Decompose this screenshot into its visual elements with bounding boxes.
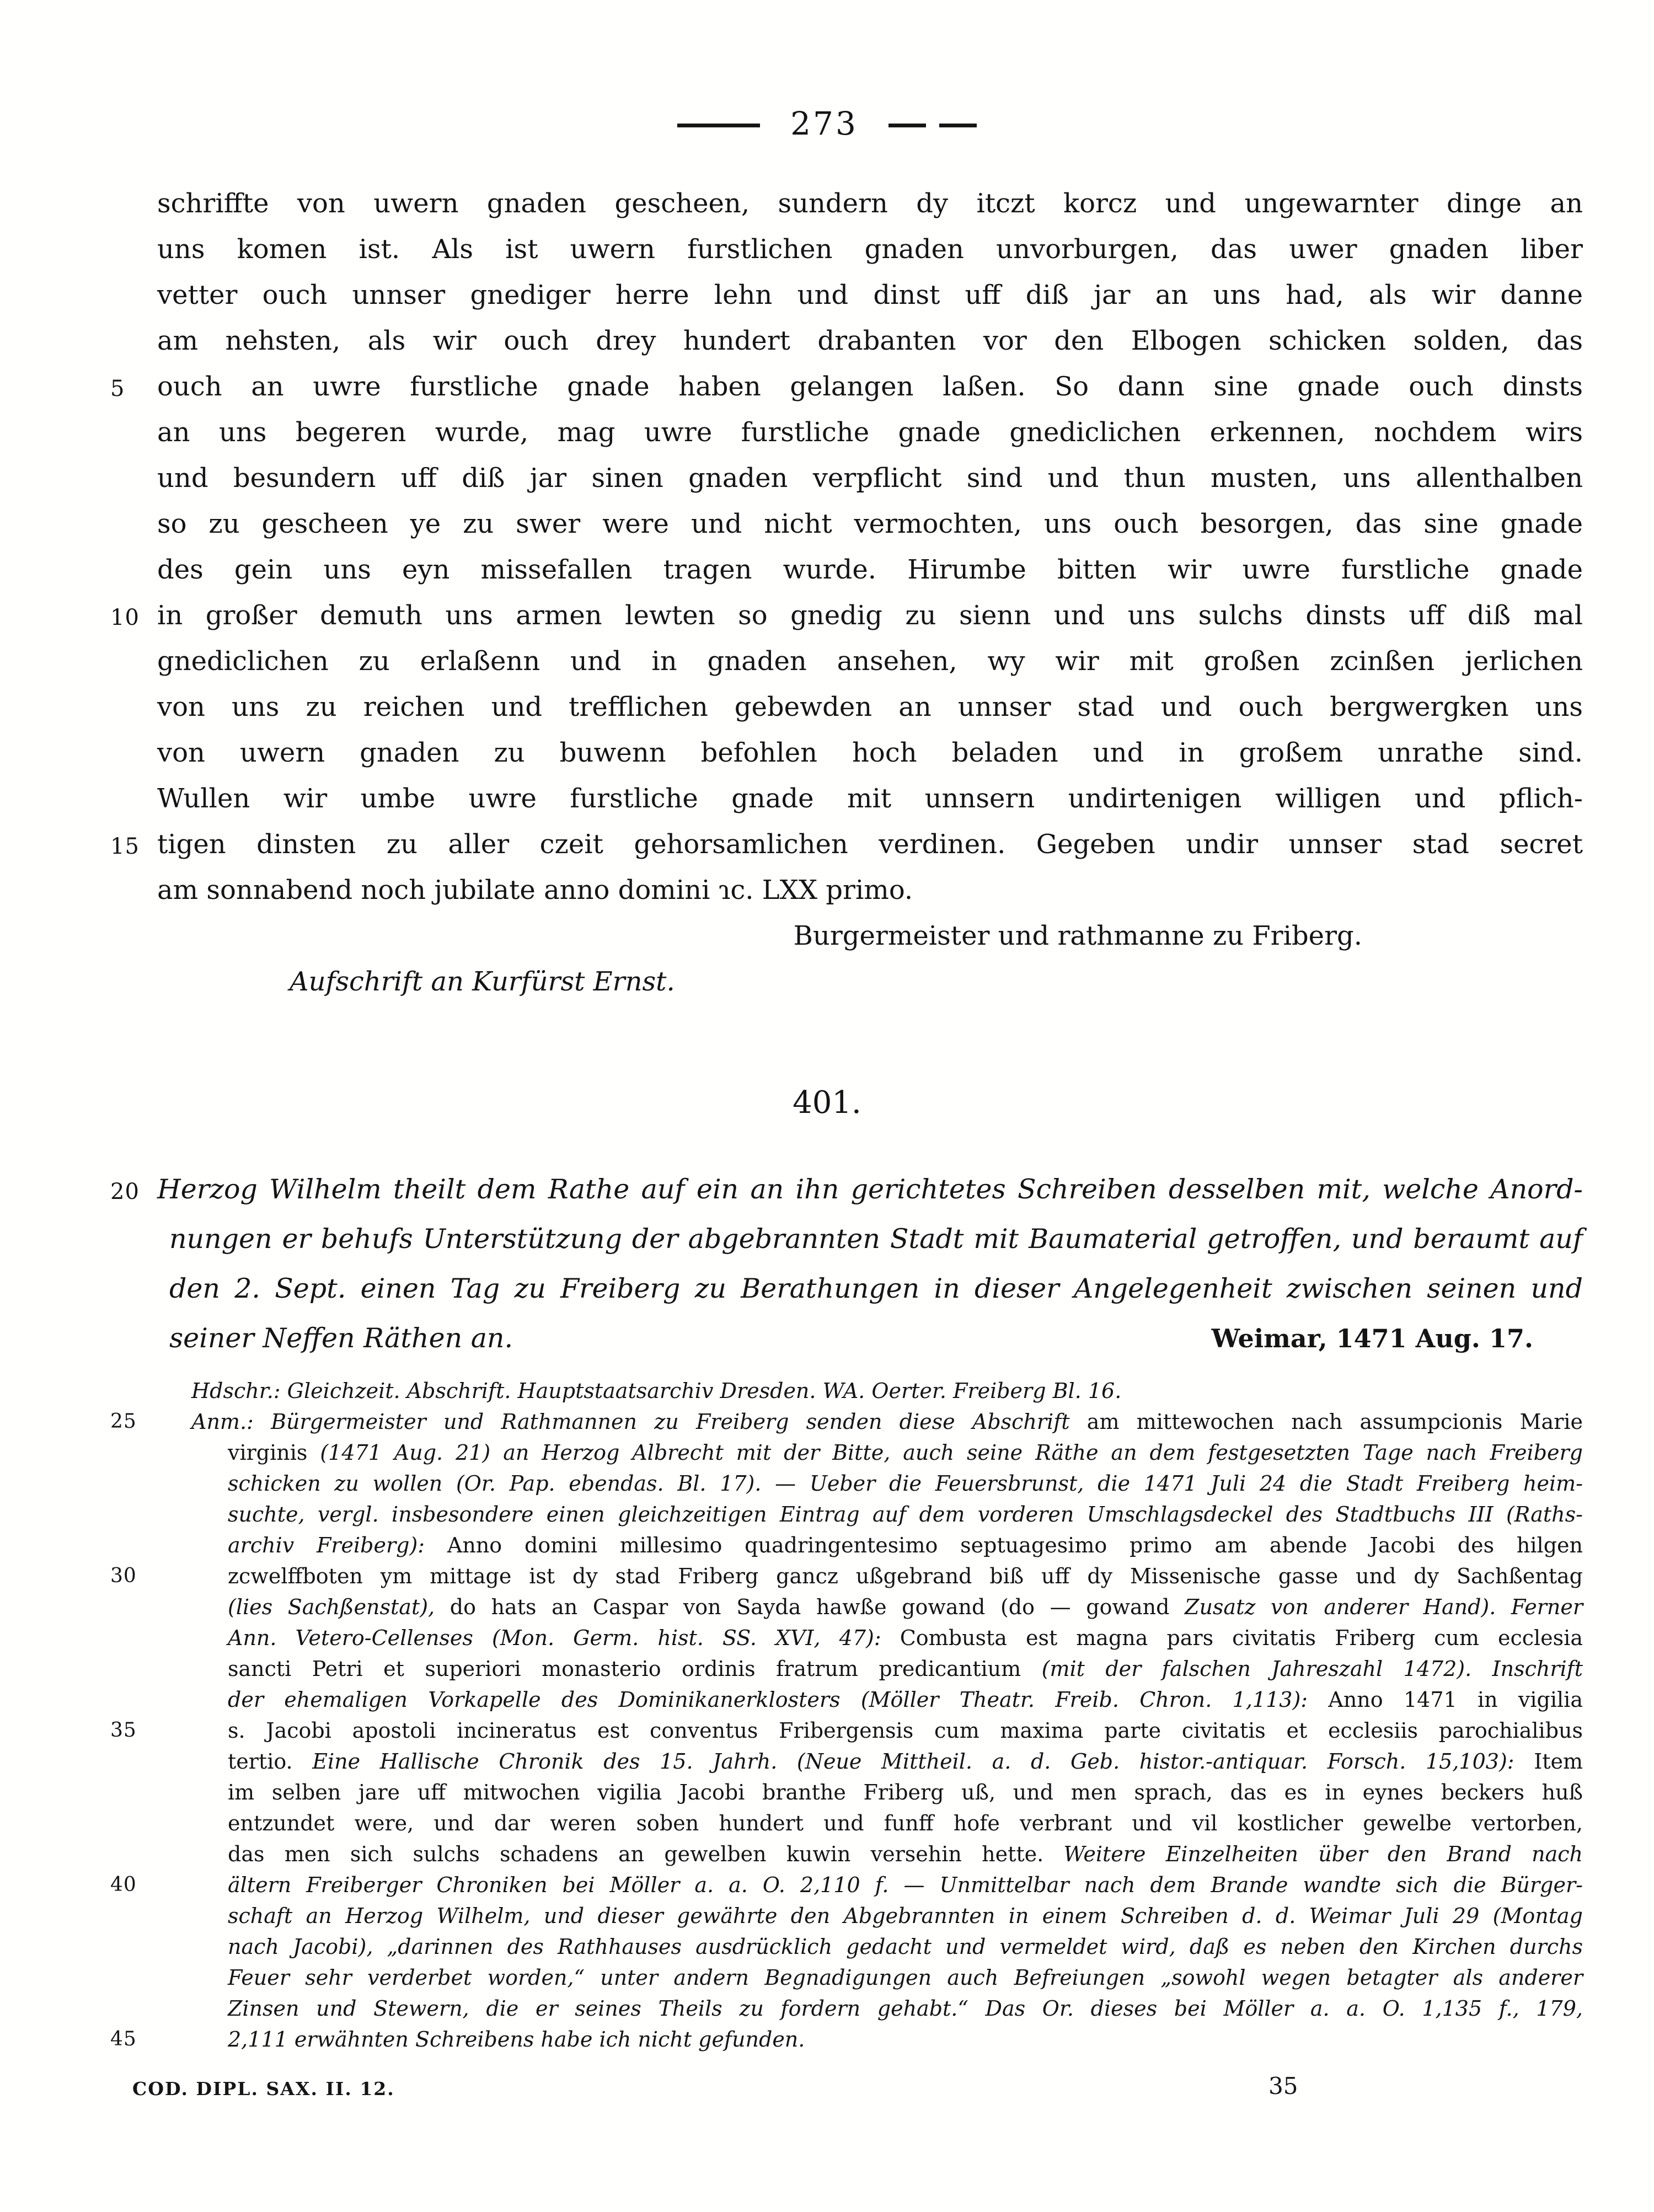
annotation-line-text: Feuer sehr verderbet worden,“ unter andern Begnadigungen auch Befreiungen „sowohl wegen betagter als anderer — [228, 1965, 1583, 1990]
letter-line — [157, 684, 1583, 730]
summary-line-text: nungen er behufs Unterstützung der abgebrannten Stadt mit Baumaterial getroffen, und beraumt auf — [169, 1223, 1583, 1255]
letter-line — [157, 318, 1583, 364]
annotation-line-text: schicken zu wollen (Or. Pap. ebendas. Bl. 17). — Ueber die Feuersbrunst, die 1471 Juli 24 die Stadt Freiberg heim- — [228, 1471, 1583, 1496]
annotation-line — [157, 1592, 1583, 1622]
footer-sheet-number: 35 — [1268, 2072, 1298, 2099]
summary-line-text: den 2. Sept. einen Tag zu Freiberg zu Berathungen in dieser Angelegenheit zwischen seinen und — [169, 1273, 1583, 1304]
letter-line — [110, 364, 1583, 410]
letter-signature: Burgermeister und rathmanne zu Friberg. — [793, 920, 1362, 951]
header-rule-right — [939, 124, 977, 127]
letter-line — [157, 456, 1583, 501]
margin-line-number: 25 — [110, 1410, 137, 1433]
annotation-line-text: archiv Freiberg): Anno domini millesimo quadringentesimo septuagesimo primo am abende Jacobi des hilgen — [228, 1533, 1583, 1557]
annotation-line-text: Ann. Vetero-Cellenses (Mon. Germ. hist. SS. XVI, 47): Combusta est magna pars civitatis Friberg cum ecclesia — [228, 1626, 1583, 1650]
annotation-line — [110, 1870, 1583, 1900]
letter-line-text: von uwern gnaden zu buwenn befohlen hoch beladen und in großem unrathe sind. — [157, 737, 1583, 768]
entry-summary — [110, 1165, 1583, 1363]
letter-line — [157, 730, 1583, 776]
annotation-line — [157, 1684, 1583, 1715]
page-header — [0, 0, 1654, 142]
letter-line — [110, 593, 1583, 639]
annotation-line-text: schaft an Herzog Wilhelm, und dieser gewährte den Abgebrannten in einem Schreiben d. d. Weimar Juli 29 (Montag — [228, 1904, 1583, 1928]
annotation-line — [157, 1962, 1583, 1993]
annotation-line — [157, 1900, 1583, 1931]
margin-line-number: 20 — [110, 1179, 140, 1204]
entry-heading: 401. — [793, 1085, 861, 1121]
letter-line-text: Wullen wir umbe uwre furstliche gnade mit unnsern undirtenigen willigen und pflich- — [157, 783, 1583, 814]
letter-line — [157, 776, 1583, 822]
annotation-line — [157, 1375, 1583, 1406]
footer-series-title: COD. DIPL. SAX. II. 12. — [132, 2078, 395, 2099]
letter-line — [157, 867, 1583, 913]
annotation-line-text: zcwelffboten ym mittage ist dy stad Friberg gancz ußgebrand biß uff dy Missenische gasse und dy Sachßentag — [228, 1564, 1583, 1588]
letter-line-text: vetter ouch unnser gnediger herre lehn und dinst uff diß jar an uns had, als wir danne — [157, 280, 1583, 310]
letter-line — [110, 822, 1583, 867]
letter-line — [157, 181, 1583, 227]
letter-line — [157, 410, 1583, 456]
letter-line-text: gnediclichen zu erlaßenn und in gnaden ansehen, wy wir mit großen zcinßen jerlichen — [157, 646, 1583, 677]
summary-line-text: Herzog Wilhelm theilt dem Rathe auf ein an ihn gerichtetes Schreiben desselben mit, welche Anord- — [157, 1174, 1583, 1205]
annotation-line — [157, 1808, 1583, 1839]
annotation-line — [157, 1653, 1583, 1684]
summary-line — [157, 1214, 1583, 1264]
letter-line-text: von uns zu reichen und trefflichen gebewden an unnser stad und ouch bergwergken uns — [157, 692, 1583, 722]
letter-line-text: in großer demuth uns armen lewten so gnedig zu sienn und uns sulchs dinsts uff diß mal — [157, 600, 1583, 631]
annotation-line — [157, 1931, 1583, 1962]
letter-line — [157, 501, 1583, 547]
date-place-label: Weimar, 1471 Aug. 17. — [1211, 1324, 1533, 1353]
annotations-block — [110, 1375, 1583, 2055]
letter-line — [157, 227, 1583, 272]
margin-line-number: 15 — [110, 834, 140, 859]
annotation-line-text: (lies Sachßenstat), do hats an Caspar von Sayda hawße gowand (do — gowand Zusatz von anderer Hand). Ferner — [228, 1595, 1583, 1619]
letter-line — [157, 639, 1583, 684]
annotation-line — [157, 1777, 1583, 1808]
letter-line-text: am nehsten, als wir ouch drey hundert drabanten vor den Elbogen schicken solden, das — [157, 325, 1583, 356]
summary-date-line — [157, 1314, 1583, 1363]
annotation-line-text: 2,111 erwähnten Schreibens habe ich nicht gefunden. — [228, 2027, 805, 2052]
annotation-line — [110, 1561, 1583, 1592]
letter-line-text: und besundern uff diß jar sinen gnaden verpflicht sind und thun musten, uns allenthalben — [157, 463, 1583, 494]
annotation-line — [157, 1499, 1583, 1530]
margin-line-number: 30 — [110, 1565, 137, 1587]
annotation-line-text: das men sich sulchs schadens an gewelben kuwin versehin hette. Weitere Einzelheiten über den Brand nach — [228, 1842, 1583, 1866]
annotation-line — [157, 1468, 1583, 1499]
margin-line-number: 45 — [110, 2028, 137, 2050]
header-rule-right — [888, 124, 926, 127]
letter-line-text: ouch an uwre furstliche gnade haben gelangen laßen. So dann sine gnade ouch dinsts — [157, 371, 1583, 402]
letter-line-text: des gein uns eyn missefallen tragen wurde. Hirumbe bitten wir uwre furstliche gnade — [157, 554, 1583, 585]
margin-line-number: 40 — [110, 1873, 137, 1896]
annotation-line — [110, 1715, 1583, 1746]
annotation-line-text: im selben jare uff mitwochen vigilia Jacobi branthe Friberg uß, und men sprach, das es in eynes beckers huß — [228, 1780, 1583, 1804]
margin-line-number: 35 — [110, 1719, 137, 1742]
annotation-line — [110, 1406, 1583, 1437]
letter-line-text: uns komen ist. Als ist uwern furstlichen gnaden unvorburgen, das uwer gnaden liber — [157, 234, 1583, 265]
letter-line-text: am sonnabend noch jubilate anno domini ɿc. LXX primo. — [157, 875, 913, 906]
letter-line-text: schriffte von uwern gnaden gescheen, sundern dy itczt korcz und ungewarnter dinge an — [157, 188, 1583, 219]
annotation-line-text: tertio. Eine Hallische Chronik des 15. Jahrh. (Neue Mittheil. a. d. Geb. histor.-antiquar. Forsch. 15,103): Item — [228, 1749, 1583, 1774]
annotation-line-text: sancti Petri et superiori monasterio ordinis fratrum predicantium (mit der falschen Jahreszahl 1472). Inschrift — [228, 1657, 1583, 1681]
annotation-line-text: Zinsen und Stewern, die er seines Theils zu fordern gehabt.“ Das Or. dieses bei Möller a. a. O. 1,135 f., 179, — [228, 1996, 1583, 2021]
annotation-line-text: Hdschr.: Gleichzeit. Abschrift. Hauptstaatsarchiv Dresden. WA. Oerter. Freiberg Bl. 16. — [191, 1379, 1122, 1403]
annotation-line — [157, 1437, 1583, 1468]
letter-line — [157, 547, 1583, 593]
letter-line — [157, 272, 1583, 318]
letter-line-text: so zu gescheen ye zu swer were und nicht vermochten, uns ouch besorgen, das sine gnade — [157, 508, 1583, 539]
annotation-line-text: nach Jacobi), „darinnen des Rathhauses ausdrücklich gedacht und vermeldet wird, daß es neben den Kirchen durchs — [228, 1935, 1583, 1959]
annotation-line — [157, 1622, 1583, 1653]
page-number: 273 — [790, 105, 858, 142]
summary-line — [157, 1264, 1583, 1314]
annotation-line-text: ältern Freiberger Chroniken bei Möller a. a. O. 2,110 f. — Unmittelbar nach dem Brande wandte sich die Bürger- — [228, 1873, 1583, 1897]
annotation-line — [157, 1746, 1583, 1777]
margin-line-number: 5 — [110, 376, 125, 401]
annotation-line-text: der ehemaligen Vorkapelle des Dominikanerklosters (Möller Theatr. Freib. Chron. 1,113): Anno 1471 in vigilia — [228, 1688, 1583, 1712]
letter-line-text: tigen dinsten zu aller czeit gehorsamlichen verdinen. Gegeben undir unnser stad secret — [157, 829, 1583, 860]
letter-line-text: an uns begeren wurde, mag uwre furstliche gnade gnediclichen erkennen, nochdem wirs — [157, 417, 1583, 448]
summary-line — [110, 1165, 1583, 1214]
annotation-line-text: suchte, vergl. insbesondere einen gleichzeitigen Eintrag auf dem vorderen Umschlagsdeckel des Stadtbuchs III (Raths- — [228, 1502, 1583, 1527]
annotation-line — [110, 2024, 1583, 2055]
annotation-line — [157, 1839, 1583, 1870]
summary-line-text: seiner Neffen Räthen an. — [169, 1322, 513, 1354]
annotation-line-text: Anm.: Bürgermeister und Rathmannen zu Freiberg senden diese Abschrift am mittewochen nach assumpcionis Marie — [191, 1410, 1583, 1434]
annotation-line-text: s. Jacobi apostoli incineratus est conventus Fribergensis cum maxima parte civitatis et ecclesiis parochialibus — [228, 1718, 1583, 1743]
annotation-line — [157, 1993, 1583, 2024]
header-rule-left — [677, 124, 760, 127]
margin-line-number: 10 — [110, 605, 140, 630]
letter-transcription — [110, 181, 1583, 1005]
page-footer — [132, 2072, 1583, 2111]
aufschrift-note: Aufschrift an Kurfürst Ernst. — [290, 966, 675, 997]
annotation-line-text: virginis (1471 Aug. 21) an Herzog Albrecht mit der Bitte, auch seine Räthe an dem festgesetzten Tage nach Freiberg — [228, 1440, 1583, 1465]
annotation-line — [157, 1530, 1583, 1561]
annotation-line-text: entzundet were, und dar weren soben hundert und funff hofe verbrant und vil kostlicher gewelbe vertorben, — [228, 1811, 1583, 1835]
text-column — [110, 181, 1583, 2111]
